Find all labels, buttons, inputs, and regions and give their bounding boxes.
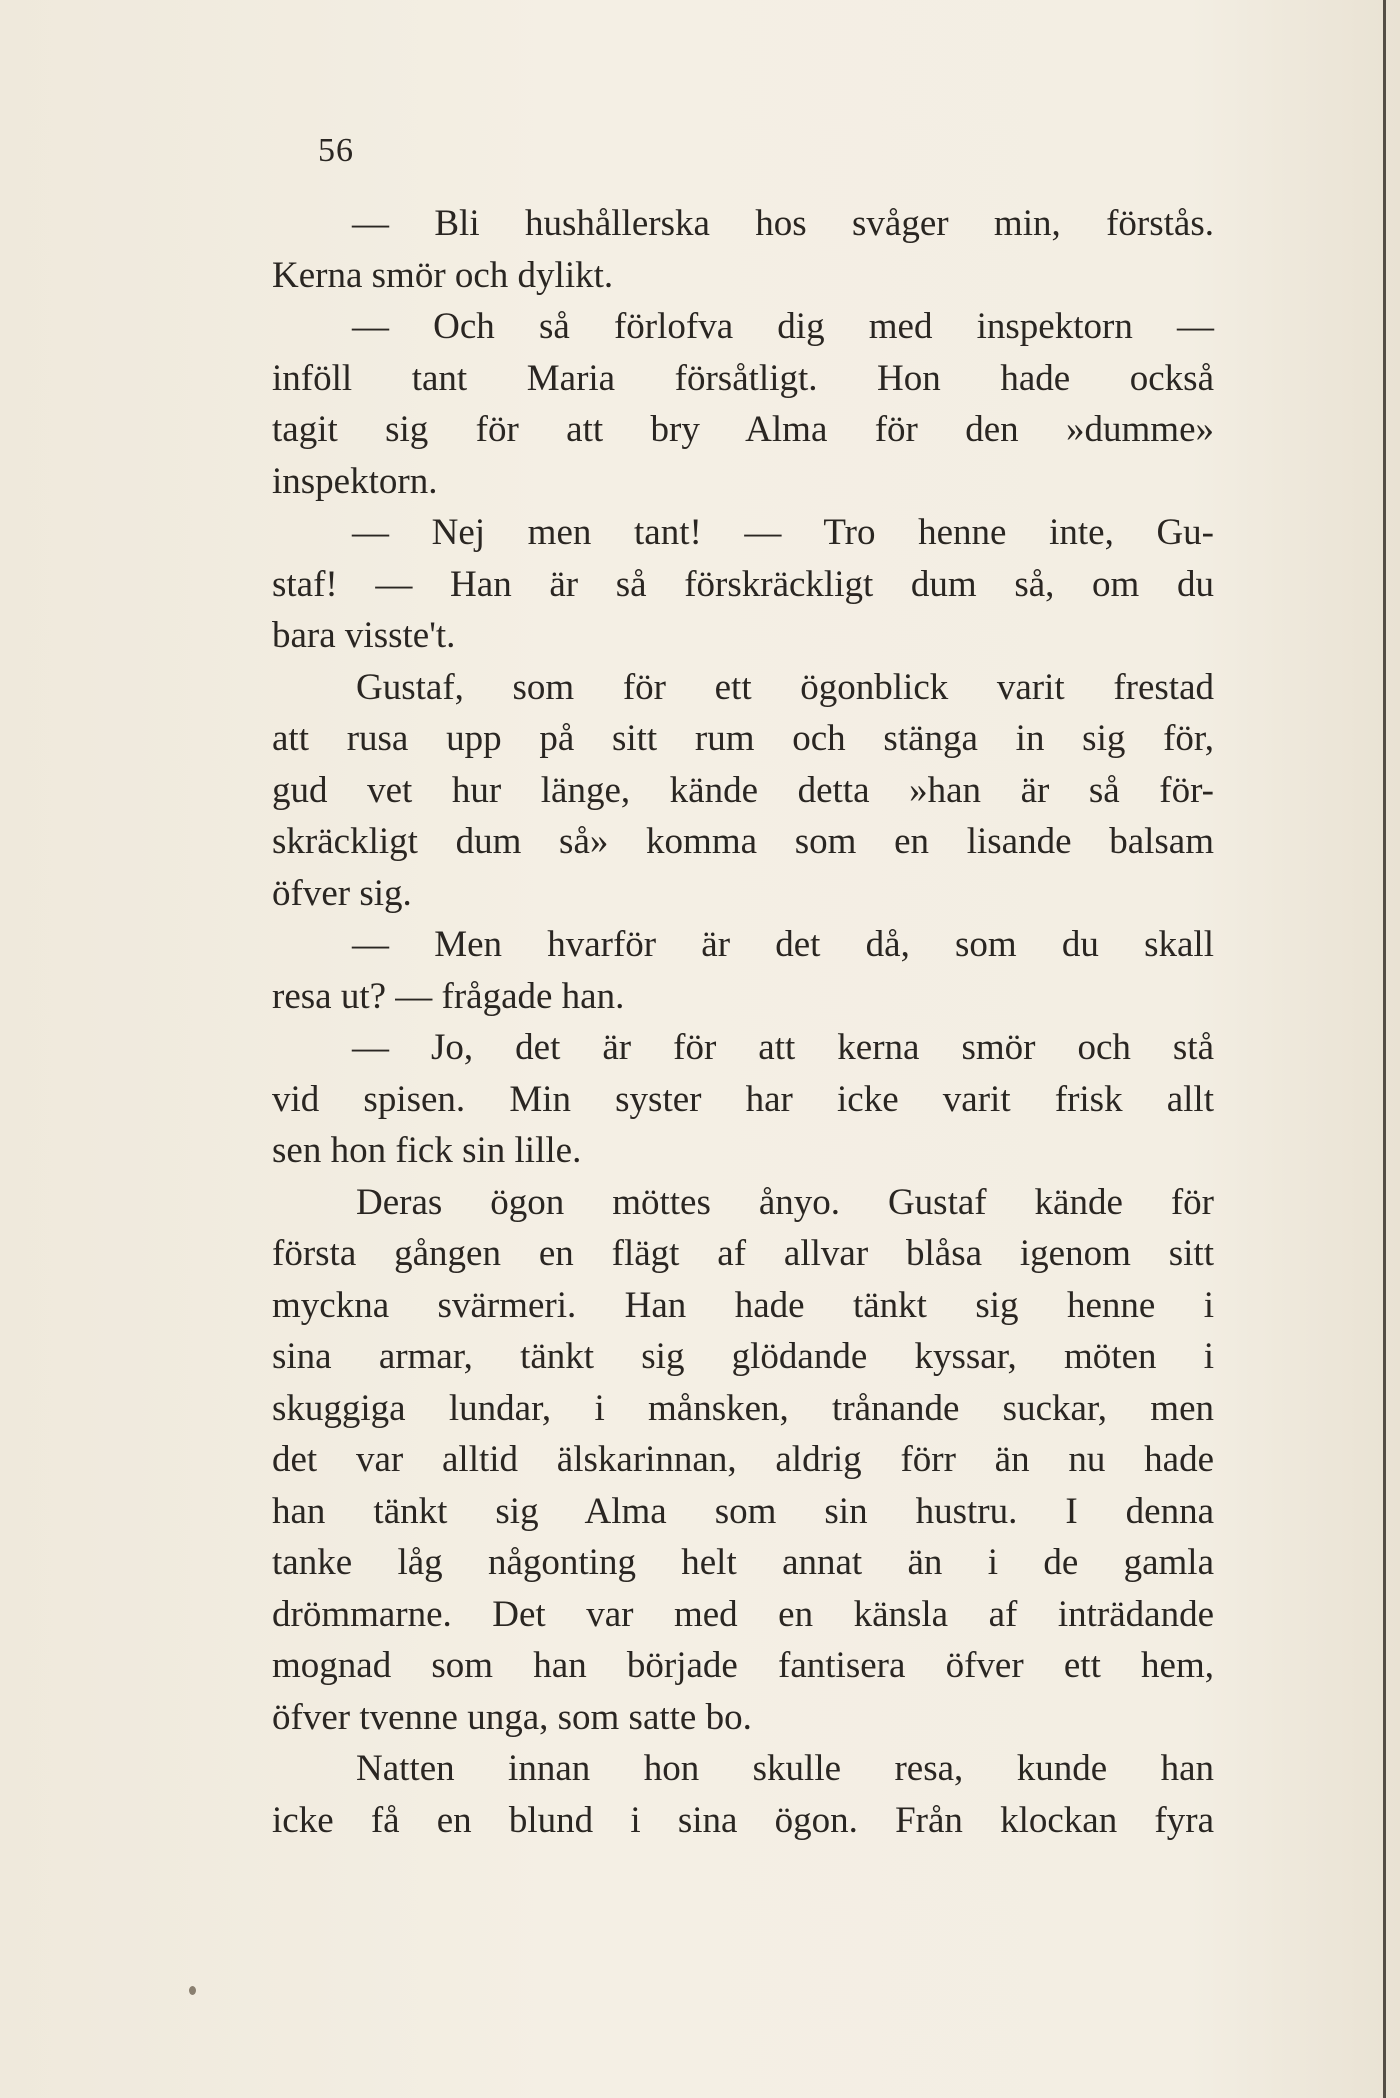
text-line: det var alltid älskarinnan, aldrig förr än nu hade (272, 1439, 1214, 1480)
text-line: att rusa upp på sitt rum och stänga in sig för, (272, 718, 1214, 759)
text-line: skuggiga lundar, i månsken, trånande suckar, men (272, 1387, 1214, 1429)
text-line: icke få en blund i sina ögon. Från klockan fyra (272, 1799, 1214, 1841)
text-line: öfver tvenne unga, som satte bo. (272, 1696, 752, 1738)
text-line: staf! — Han är så förskräckligt dum så, om du (272, 563, 1214, 605)
text-line: — Nej men tant! — Tro henne inte, Gu- (352, 512, 1214, 553)
text-line: — Jo, det är för att kerna smör och stå (352, 1027, 1214, 1068)
text-line: Gustaf, som för ett ögonblick varit frestad (356, 666, 1214, 708)
text-line: Natten innan hon skulle resa, kunde han (356, 1748, 1214, 1789)
page-number: 56 (318, 132, 354, 169)
text-line: bara visste't. (272, 615, 456, 656)
text-line: — Men hvarför är det då, som du skall (352, 924, 1214, 965)
text-line: sina armar, tänkt sig glödande kyssar, möten i (272, 1336, 1214, 1377)
text-line: — Bli hushållerska hos svåger min, förstås. (352, 203, 1214, 244)
page-edge-shadow (1383, 0, 1386, 2098)
text-line: drömmarne. Det var med en känsla af inträdande (272, 1593, 1214, 1635)
text-line: mognad som han började fantisera öfver ett hem, (272, 1645, 1214, 1686)
text-line: Deras ögon möttes ånyo. Gustaf kände för (356, 1181, 1214, 1223)
ink-speck (189, 1986, 196, 1995)
text-line: första gången en flägt af allvar blåsa igenom sitt (272, 1233, 1214, 1274)
text-line: tanke låg någonting helt annat än i de gamla (272, 1542, 1214, 1583)
text-line: tagit sig för att bry Alma för den »dumme» (272, 409, 1214, 450)
text-line: skräckligt dum så» komma som en lisande balsam (272, 821, 1214, 862)
text-line: resa ut? — frågade han. (272, 975, 625, 1017)
text-line: vid spisen. Min syster har icke varit frisk allt (272, 1078, 1214, 1120)
text-line: myckna svärmeri. Han hade tänkt sig henne i (272, 1284, 1214, 1326)
text-line: Kerna smör och dylikt. (272, 254, 614, 296)
body-text (272, 198, 1214, 1846)
text-line: gud vet hur länge, kände detta »han är så för- (272, 769, 1214, 811)
text-line: öfver sig. (272, 872, 412, 914)
text-line: sen hon fick sin lille. (272, 1130, 582, 1171)
text-line: han tänkt sig Alma som sin hustru. I denna (272, 1490, 1214, 1532)
text-line: inspektorn. (272, 460, 438, 502)
text-line: inföll tant Maria försåtligt. Hon hade också (272, 357, 1214, 399)
text-line: — Och så förlofva dig med inspektorn — (352, 306, 1214, 347)
